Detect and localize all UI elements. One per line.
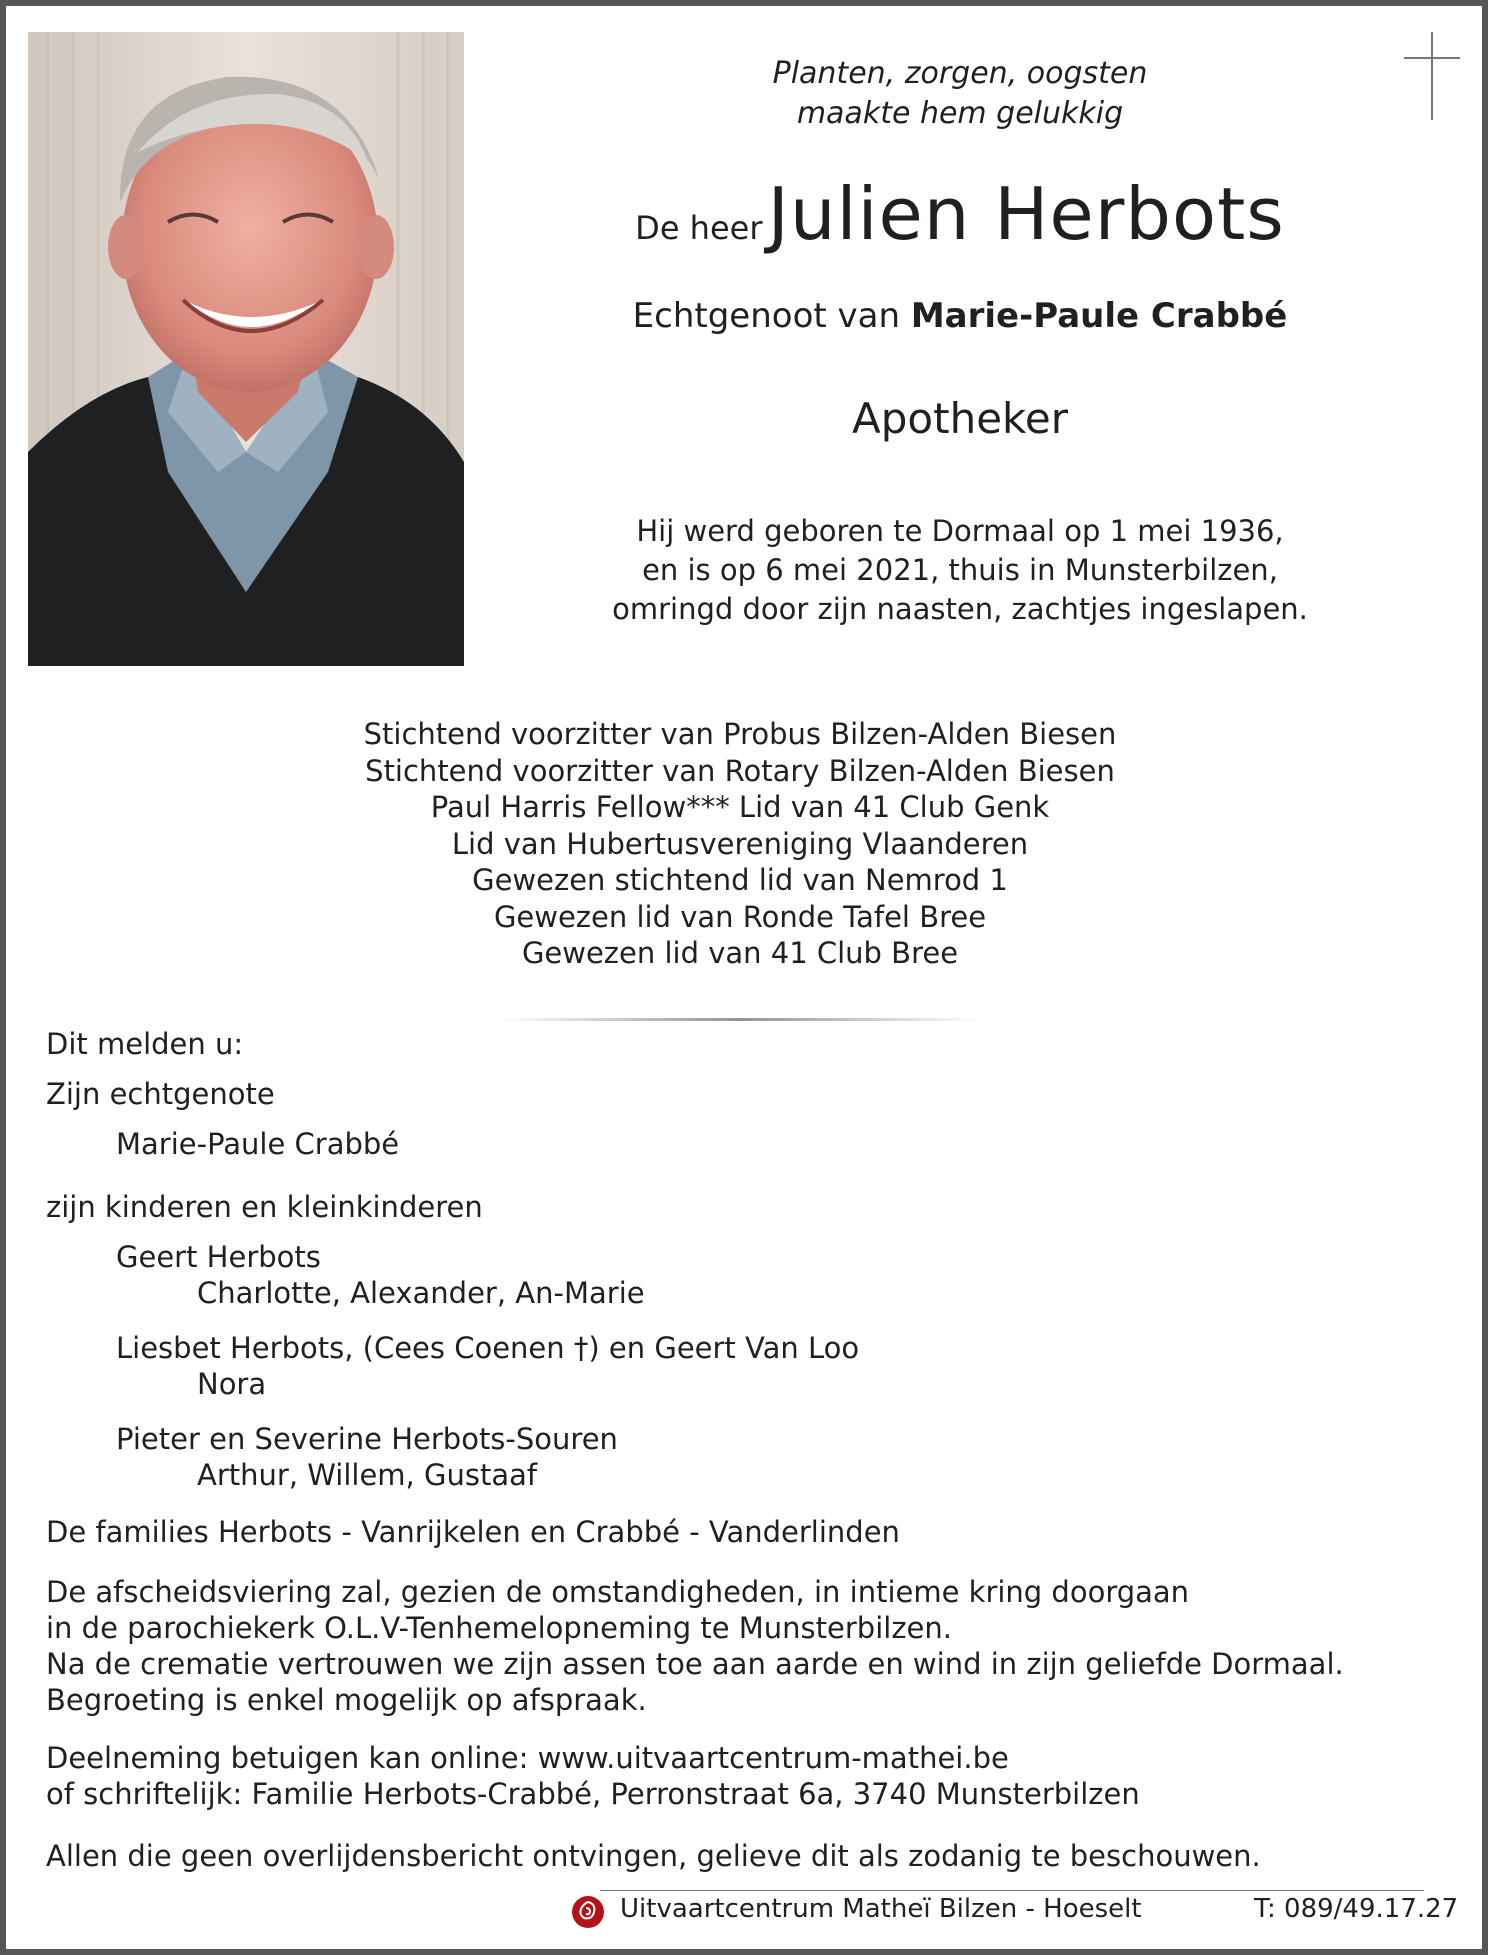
spouse-name: Marie-Paule Crabbé xyxy=(910,296,1288,336)
funeral-home-name: Uitvaartcentrum Matheï Bilzen - Hoeselt xyxy=(620,1894,1142,1924)
merit-item: Gewezen stichtend lid van Nemrod 1 xyxy=(472,863,1008,897)
merits-list xyxy=(200,716,1280,972)
child-name: Geert Herbots xyxy=(116,1240,321,1274)
deceased-name: Julien Herbots xyxy=(767,172,1285,256)
birth-death-text xyxy=(560,512,1360,629)
merit-item: Stichtend voorzitter van Rotary Bilzen-Alden Biesen xyxy=(365,753,1115,788)
ceremony-line: De afscheidsviering zal, gezien de omstandigheden, in intieme kring doorgaan xyxy=(46,1575,1190,1609)
portrait-photo xyxy=(28,32,464,666)
families: De families Herbots - Vanrijkelen en Crabbé - Vanderlinden xyxy=(46,1515,900,1549)
condolence-line: Deelneming betuigen kan online: www.uitvaartcentrum-mathei.be xyxy=(46,1741,1009,1775)
footer-divider xyxy=(600,1890,1424,1891)
merit-item: Stichtend voorzitter van Probus Bilzen-Alden Biesen xyxy=(363,717,1117,751)
children-heading: zijn kinderen en kleinkinderen xyxy=(46,1190,483,1224)
motto-line: Planten, zorgen, oogsten xyxy=(772,56,1148,91)
divider xyxy=(500,1018,980,1021)
spouse-prefix: Echtgenoot van xyxy=(632,296,901,336)
ceremony-line: in de parochiekerk O.L.V-Tenhemelopneming te Munsterbilzen. xyxy=(46,1611,952,1645)
motto-line: maakte hem gelukkig xyxy=(796,96,1124,131)
birth-line: Hij werd geboren te Dormaal op 1 mei 1936, xyxy=(636,514,1284,548)
child-name: Pieter en Severine Herbots-Souren xyxy=(116,1422,618,1456)
ceremony-line: Na de crematie vertrouwen we zijn assen toe aan aarde en wind in zijn geliefde Dormaal. xyxy=(46,1647,1344,1681)
birth-line: omringd door zijn naasten, zachtjes ingeslapen. xyxy=(612,592,1308,626)
rose-logo-icon xyxy=(570,1894,606,1930)
merit-item: Paul Harris Fellow*** Lid van 41 Club Genk xyxy=(430,790,1050,824)
motto xyxy=(640,54,1280,134)
merit-item: Gewezen lid van 41 Club Bree xyxy=(521,936,959,970)
condolences-text xyxy=(46,1740,1140,1812)
spouse-entry: Marie-Paule Crabbé xyxy=(116,1127,400,1161)
announcers-intro: Dit melden u: xyxy=(46,1027,244,1061)
condolence-line: of schriftelijk: Familie Herbots-Crabbé, Perronstraat 6a, 3740 Munsterbilzen xyxy=(46,1777,1140,1811)
deceased-name-line xyxy=(560,172,1360,256)
merit-item: Lid van Hubertusvereniging Vlaanderen xyxy=(451,826,1029,861)
grandchildren: Nora xyxy=(197,1367,267,1401)
spouse-line xyxy=(560,296,1360,336)
grandchildren: Charlotte, Alexander, An-Marie xyxy=(197,1276,645,1310)
ceremony-line: Begroeting is enkel mogelijk op afspraak. xyxy=(46,1683,647,1717)
child-name: Liesbet Herbots, (Cees Coenen †) en Geert Van Loo xyxy=(116,1331,860,1365)
profession: Apotheker xyxy=(852,394,1068,443)
grandchildren: Arthur, Willem, Gustaaf xyxy=(197,1458,538,1492)
funeral-home-phone: T: 089/49.17.27 xyxy=(1254,1894,1459,1924)
title-prefix: De heer xyxy=(635,209,763,247)
ceremony-text xyxy=(46,1574,1344,1718)
cross-icon xyxy=(1402,32,1462,120)
birth-line: en is op 6 mei 2021, thuis in Munsterbilzen, xyxy=(642,553,1278,587)
spouse-heading: Zijn echtgenote xyxy=(46,1077,275,1111)
merit-item: Gewezen lid van Ronde Tafel Bree xyxy=(493,899,987,934)
closing-text: Allen die geen overlijdensbericht ontvingen, gelieve dit als zodanig te beschouwen. xyxy=(46,1839,1261,1873)
